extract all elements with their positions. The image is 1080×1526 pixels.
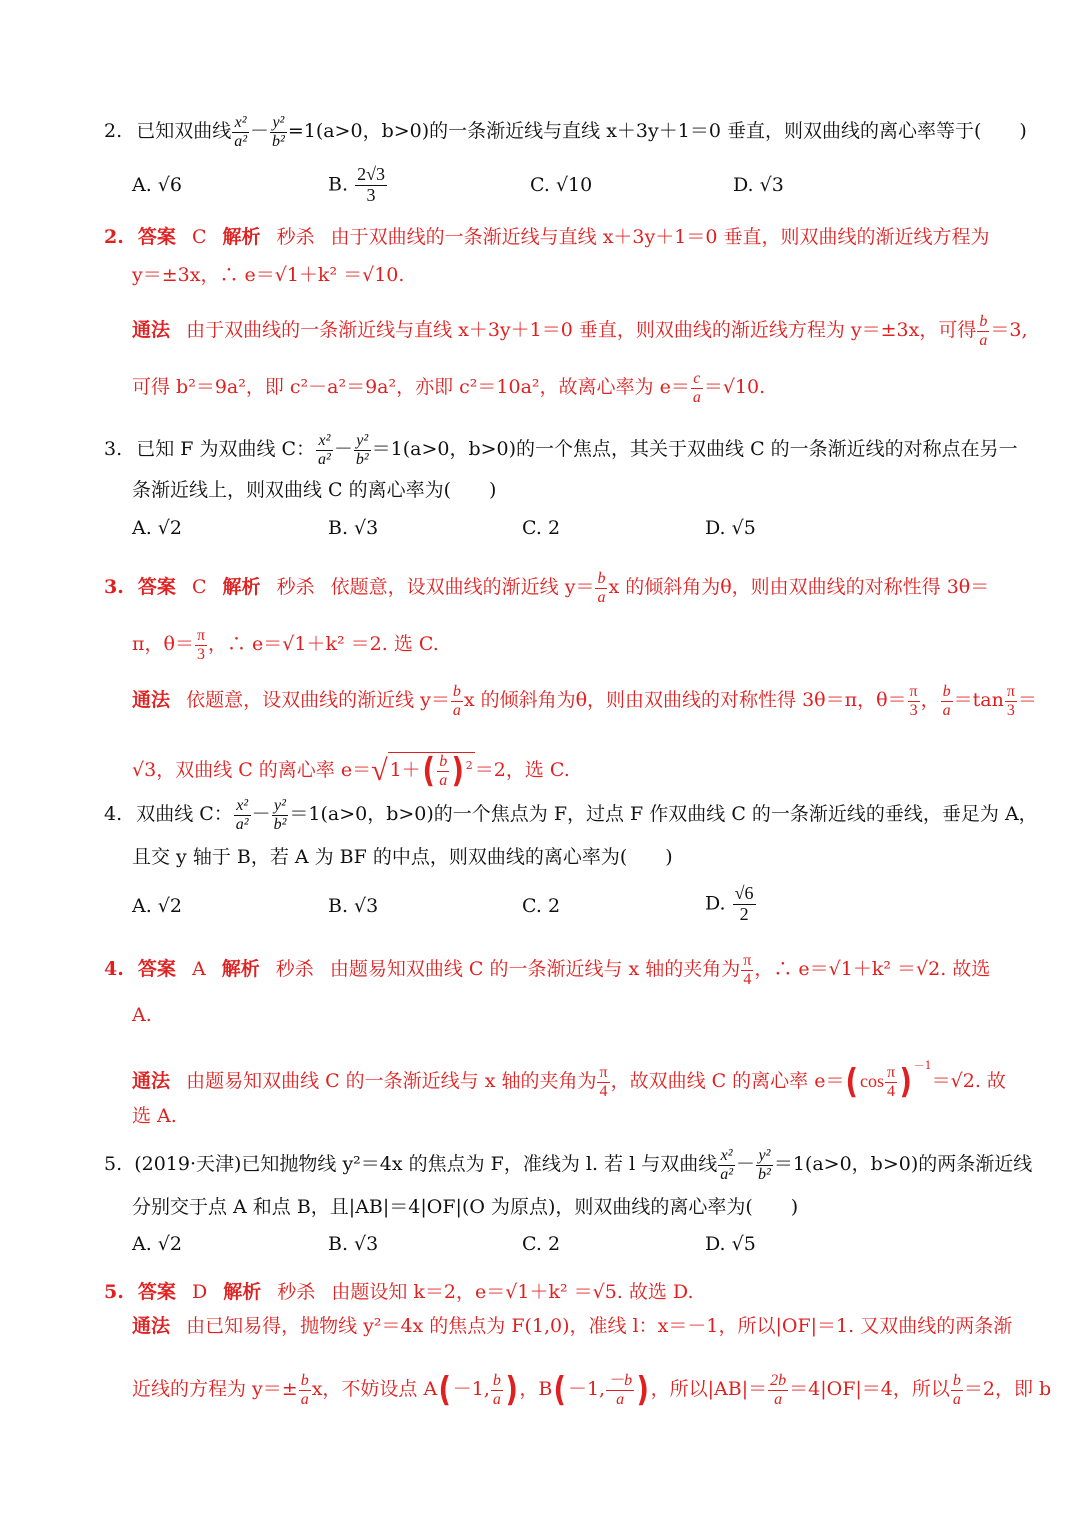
q2-optb-frac: $\frac{2√3}{3}$: [357, 164, 385, 205]
a2-line3: 通法 由于双曲线的一条渐近线与直线 x＋3y＋1＝0 垂直，则双曲线的渐近线方程为 y＝±3x，可得 $\frac{b}{a}$ ＝3,: [132, 313, 1028, 349]
a4-line4: 选 A.: [132, 1105, 177, 1127]
a5-line3: 近线的方程为 y＝± $\frac{b}{a}$ x，不妨设点 A(－1, $\frac{b}{a}$ )，B(－1, $\frac{-b}{a}$ )，所以|AB|＝ $\frac{2b}{a}$ ＝4|OF|＝4，所以 $\frac{b}{a}$ ＝2，即 b: [132, 1370, 1052, 1411]
q2-option-a: A. √6: [132, 174, 182, 196]
q3-line2: 条渐近线上，则双曲线 C 的离心率为( ): [132, 479, 497, 501]
answer-value: C: [191, 226, 207, 248]
q2-number: 2.: [104, 120, 123, 143]
q4-optd-frac: $\frac{√6}{2}$: [734, 883, 754, 924]
a5-line2: 通法 由已知易得，抛物线 y²＝4x 的焦点为 F(1,0)，准线 l：x＝－1，所以|OF|＝1. 又双曲线的两条渐: [132, 1315, 1013, 1337]
a4-line2: A.: [132, 1004, 152, 1026]
q5-option-d: D. √5: [705, 1233, 756, 1255]
a2-line1: 2. 答案 C 解析 秒杀 由于双曲线的一条渐近线与直线 x＋3y＋1＝0 垂直，则双曲线的渐近线方程为: [104, 226, 990, 248]
q5-line1: 5. (2019·天津)已知抛物线 y²＝4x 的焦点为 F，准线为 l. 若 l 与双曲线 $\frac{\text{x²}}{\text{a²}}$ － $\frac{\text{y²}}{\text{b²}}$ ＝1(a>0，b>0)的两条渐近线: [104, 1147, 1033, 1183]
a4-line1: 4. 答案 A 解析 秒杀 由题易知双曲线 C 的一条渐近线与 x 轴的夹角为 $\frac{\pi}{4}$ ，∴ e＝√1＋k² ＝√2. 故选: [104, 952, 991, 988]
q4-option-b: B. √3: [328, 895, 379, 917]
a5-line1: 5. 答案 D 解析 秒杀 由题设知 k＝2，e＝√1＋k² ＝√5. 故选 D.: [104, 1281, 694, 1303]
a3-line2: π，θ＝ $\frac{\pi}{3}$ ，∴ e＝√1＋k² ＝2. 选 C.: [132, 627, 439, 663]
q5-line2: 分别交于点 A 和点 B，且|AB|＝4|OF|(O 为原点)，则双曲线的离心率为( ): [132, 1196, 799, 1218]
answer-label: 答案: [137, 226, 176, 248]
q4-option-a: A. √2: [132, 895, 182, 917]
q4-line1: 4. 双曲线 C： $\frac{\text{x²}}{\text{a²}}$ － $\frac{\text{y²}}{\text{b²}}$ ＝1(a>0，b>0)的一个焦点为 F，过点 F 作双曲线 C 的一条渐近线的垂线，垂足为 A，: [104, 797, 1038, 833]
q2-stem-text-b: =1(a>0，b>0)的一条渐近线与直线 x＋3y＋1＝0 垂直，则双曲线的离心率等于( ): [287, 120, 1027, 143]
q2-option-d: D. √3: [733, 174, 784, 196]
q3-option-a: A. √2: [132, 517, 182, 539]
q2-option-c: C. √10: [530, 174, 593, 196]
a2-line2: y＝±3x，∴ e＝√1＋k² ＝√10.: [132, 264, 405, 286]
q4-option-d: D. $\frac{√6}{2}$: [705, 883, 754, 924]
q5-option-b: B. √3: [328, 1233, 379, 1255]
q3-option-b: B. √3: [328, 517, 379, 539]
a3-line4: √3，双曲线 C 的离心率 e＝√ 1＋( $\frac{b}{a}$ ) $^2$ ＝2，选 C.: [132, 751, 570, 792]
a3-line3: 通法 依题意，设双曲线的渐近线 y＝ $\frac{b}{a}$ x 的倾斜角为θ，则由双曲线的对称性得 3θ＝π，θ＝ $\frac{\pi}{3}$ ， $\frac{b}{a}$ ＝tan $\frac{\pi}{3}$ ＝: [132, 683, 1037, 719]
a4-line3: 通法 由题易知双曲线 C 的一条渐近线与 x 轴的夹角为 $\frac{\pi}{4}$ ，故双曲线 C 的离心率 e＝(cos $\frac{\pi}{4}$ ) $^{-1}$＝√2. 故: [132, 1059, 1006, 1102]
q2-frac-x2a2: $\frac{\text{x²}}{\text{a²}}$: [234, 114, 247, 150]
q2-stem: 2. 已知双曲线 $\frac{\text{x²}}{\text{a²}}$ － $\frac{\text{y²}}{\text{b²}}$ =1(a>0，b>0)的一条渐近线与直线 x＋3y＋1＝0 垂直，则双曲线的离心率等于( ): [104, 114, 1027, 150]
a2-line4: 可得 b²＝9a²，即 c²－a²＝9a²，亦即 c²＝10a²，故离心率为 e＝ $\frac{c}{a}$ ＝√10.: [132, 370, 766, 406]
q4-option-c: C. 2: [522, 895, 561, 917]
q4-line2: 且交 y 轴于 B，若 A 为 BF 的中点，则双曲线的离心率为( ): [132, 846, 673, 868]
q3-option-d: D. √5: [705, 517, 756, 539]
q2-stem-text-a: 已知双曲线: [136, 120, 232, 143]
q2-frac-y2b2: $\frac{\text{y²}}{\text{b²}}$: [272, 114, 285, 150]
q2-option-b: B. $\frac{2√3}{3}$: [328, 164, 385, 205]
q5-option-a: A. √2: [132, 1233, 182, 1255]
q5-option-c: C. 2: [522, 1233, 561, 1255]
q3-option-c: C. 2: [522, 517, 561, 539]
jiexi-label: 解析: [222, 226, 261, 248]
q3-line1: 3. 已知 F 为双曲线 C： $\frac{\text{x²}}{\text{a²}}$ － $\frac{\text{y²}}{\text{b²}}$ ＝1(a>0，b>0)的一个焦点，其关于双曲线 C 的一条渐近线的对称点在另一: [104, 432, 1018, 468]
a3-line1: 3. 答案 C 解析 秒杀 依题意，设双曲线的渐近线 y＝ $\frac{b}{a}$ x 的倾斜角为θ，则由双曲线的对称性得 3θ＝: [104, 570, 990, 606]
